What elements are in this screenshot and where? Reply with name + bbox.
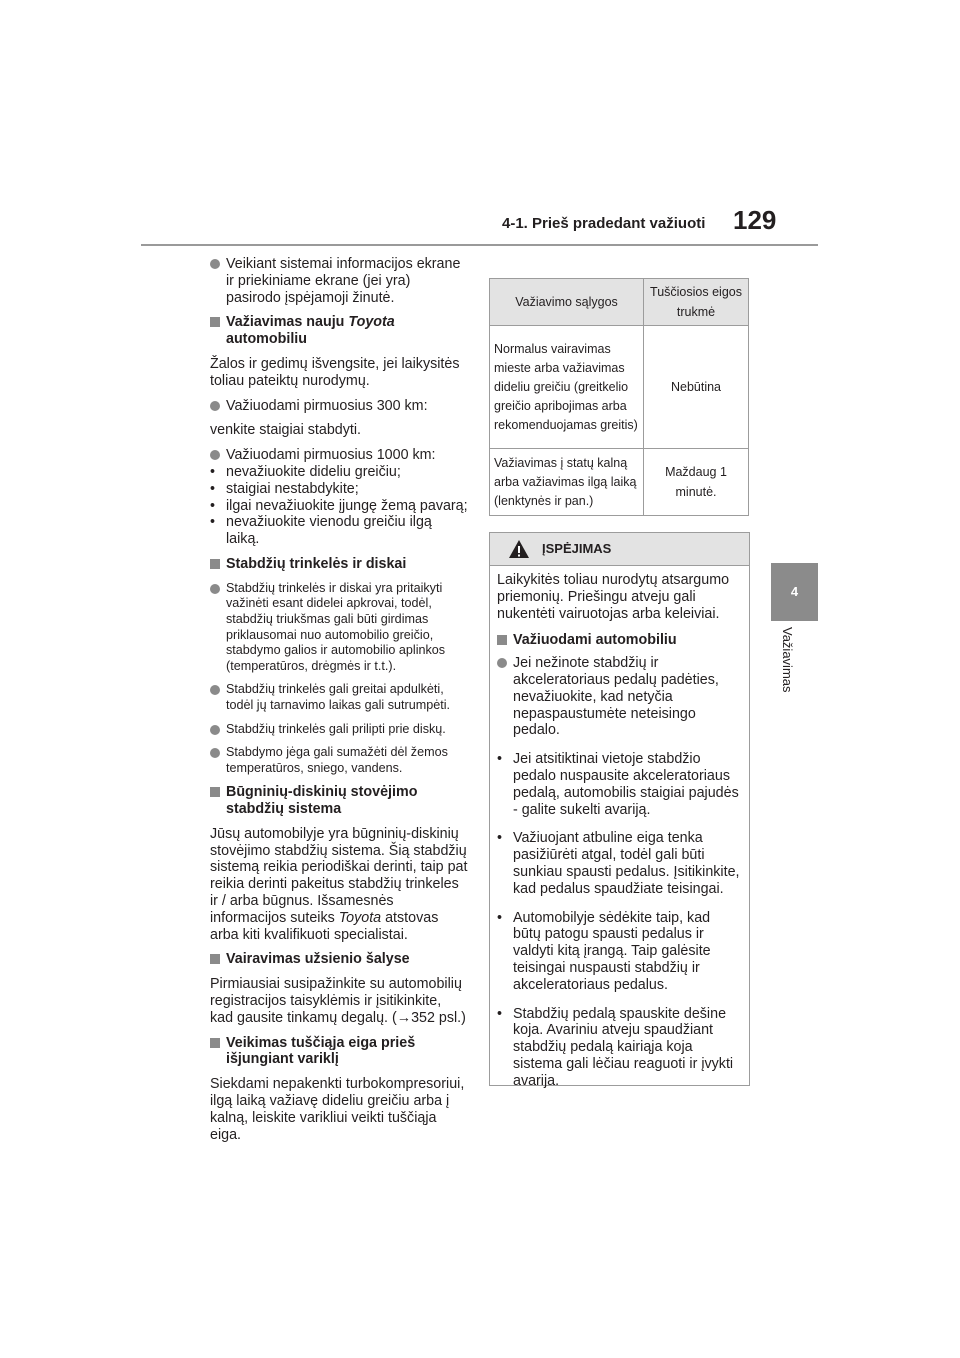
idle-time-table (489, 278, 749, 516)
square-bullet-icon (210, 954, 220, 964)
list-item: Stabdžių trinkelės ir diskai yra pritaikyti važinėti esant didelei apkrovai, todėl, stabdžių triukšmas gali būti girdimas priklausomai nuo automobilio greičio, stabdymo galios ir automobilio aplinkos (temperatūros, drėgmės ir t.t.). (210, 581, 468, 675)
paragraph: Pirmiausiai susipažinkite su automobilių registracijos taisyklėmis ir įsitikinkite, kad gausite tinkamų degalų. (→352 psl.) (210, 976, 466, 1026)
list-item: Važiuodami pirmuosius 1000 km: (210, 447, 468, 464)
chapter-label: Važiavimas (780, 627, 795, 693)
square-bullet-icon (210, 787, 220, 797)
list-item: Važiuodami pirmuosius 300 km: (210, 398, 468, 415)
section-heading: Važiavimas nauju Toyota automobiliu (210, 314, 468, 348)
paragraph: Žalos ir gedimų išvengsite, jei laikysitės toliau pateiktų nurodymų. (210, 355, 460, 389)
list-item: Jei nežinote stabdžių ir akceleratoriaus pedalų padėties, nevažiuokite, kad netyčia nepaspaustumėte neteisingo pedalo. (497, 655, 741, 739)
dash-item: • nevažiuokite dideliu greičiu; (210, 464, 468, 481)
square-bullet-icon (210, 1038, 220, 1048)
dash-item: • ilgai nevažiuokite įjungę žemą pavarą; (210, 498, 468, 515)
page-number: 129 (733, 205, 777, 235)
table-row (490, 326, 749, 449)
table-header: Važiavimo sąlygos (490, 279, 644, 326)
dash-item: • staigiai nestabdykite; (210, 481, 468, 498)
dash-list (210, 464, 468, 548)
table-cell: Važiavimas į statų kalną arba važiavimas ilgą laiką (lenktynės ir pan.) (490, 449, 644, 516)
bullet-icon (497, 658, 507, 668)
section-heading: Važiuodami automobiliu (497, 632, 741, 649)
bullet-icon (210, 259, 220, 269)
bullet-icon (210, 401, 220, 411)
paragraph: Jūsų automobilyje yra būgninių-diskinių stovėjimo stabdžių sistema. Šią stabdžių sistemą reikia periodiškai derinti, taip pat reikia derinti pakeitus stabdžių trinkeles ir / arba būgnus. Išsamesnės informacijos suteiks Toyota atstovas arba kiti kvalifikuoti specialistai. (210, 825, 468, 943)
table-row (490, 449, 749, 516)
section-title: 4-1. Prieš pradedant važiuoti (502, 215, 706, 232)
warning-body (490, 566, 741, 1090)
table-header: Tuščiosios eigos trukmė (644, 279, 749, 326)
dash-item: • Stabdžių pedalą spauskite dešine koja. Avariniu atveju spaudžiant stabdžių pedalą kairiąja koja sistema gali lėčiau reaguoti ir įvykti avarija. (497, 1006, 741, 1090)
bullet-icon (210, 725, 220, 735)
warning-box (489, 532, 750, 1089)
paragraph: Siekdami nepakenkti turbokompresoriui, ilgą laiką važiavę dideliu greičiu arba į kalną, leiskite varikliui veikti tuščiąja eiga. (210, 1076, 465, 1143)
paragraph: Laikykitės toliau nurodytų atsargumo priemonių. Priešingu atveju gali nukentėti vairuotojas arba keleiviai. (497, 572, 730, 622)
square-bullet-icon (210, 317, 220, 327)
list-item: Stabdžių trinkelės gali greitai apdulkėti, todėl jų tarnavimo laikas gali sutrumpėti. (210, 682, 468, 713)
warning-title: ĮSPĖJIMAS (542, 541, 612, 556)
bullet-icon (210, 450, 220, 460)
dash-item: • Važiuojant atbuline eiga tenka pasižiūrėti atgal, todėl gali būti sunkiau spausti pedalus. Įsitikinkite, kad pedalus spaudžiate teisingai. (497, 830, 741, 897)
warning-header (490, 533, 749, 566)
warning-icon (508, 539, 530, 559)
table-cell: Normalus vairavimas mieste arba važiavimas dideliu greičiu (greitkelio greičio apribojimas arba rekomenduojamas greitis) (490, 326, 644, 449)
list-item: Stabdymo jėga gali sumažėti dėl žemos temperatūros, sniego, vandens. (210, 745, 468, 776)
dash-item: • Automobilyje sėdėkite taip, kad būtų patogu spausti pedalus ir valdyti kitą įrangą. Taip galėsite teisingai nuspausti stabdžių ir akceleratoriaus pedalus. (497, 910, 741, 994)
section-heading: Veikimas tuščiąja eiga prieš išjungiant variklį (210, 1035, 468, 1069)
paragraph: venkite staigiai stabdyti. (210, 422, 361, 439)
section-heading: Vairavimas užsienio šalyse (210, 951, 468, 968)
square-bullet-icon (497, 635, 507, 645)
table-cell: Nebūtina (644, 326, 749, 449)
list-item: Veikiant sistemai informacijos ekrane ir priekiniame ekrane (jei yra) pasirodo įspėjamoji žinutė. (210, 256, 468, 306)
dash-item: • Jei atsitiktinai vietoje stabdžio pedalo nuspausite akceleratoriaus pedalą, automobilis staigiai pajudės - galite sukelti avariją. (497, 751, 741, 818)
table-header-row (490, 279, 749, 326)
left-column (210, 256, 468, 1151)
bullet-icon (210, 584, 220, 594)
list-item: Stabdžių trinkelės gali prilipti prie diskų. (210, 722, 468, 738)
bullet-icon (210, 685, 220, 695)
section-heading: Būgninių-diskinių stovėjimo stabdžių sistema (210, 784, 468, 818)
section-heading: Stabdžių trinkelės ir diskai (210, 556, 468, 573)
bullet-icon (210, 748, 220, 758)
header-rule (141, 244, 818, 246)
table-cell: Maždaug 1 minutė. (644, 449, 749, 516)
chapter-tab[interactable]: 4 (771, 563, 818, 621)
square-bullet-icon (210, 559, 220, 569)
dash-item: • nevažiuokite vienodu greičiu ilgą laiką. (210, 514, 468, 548)
